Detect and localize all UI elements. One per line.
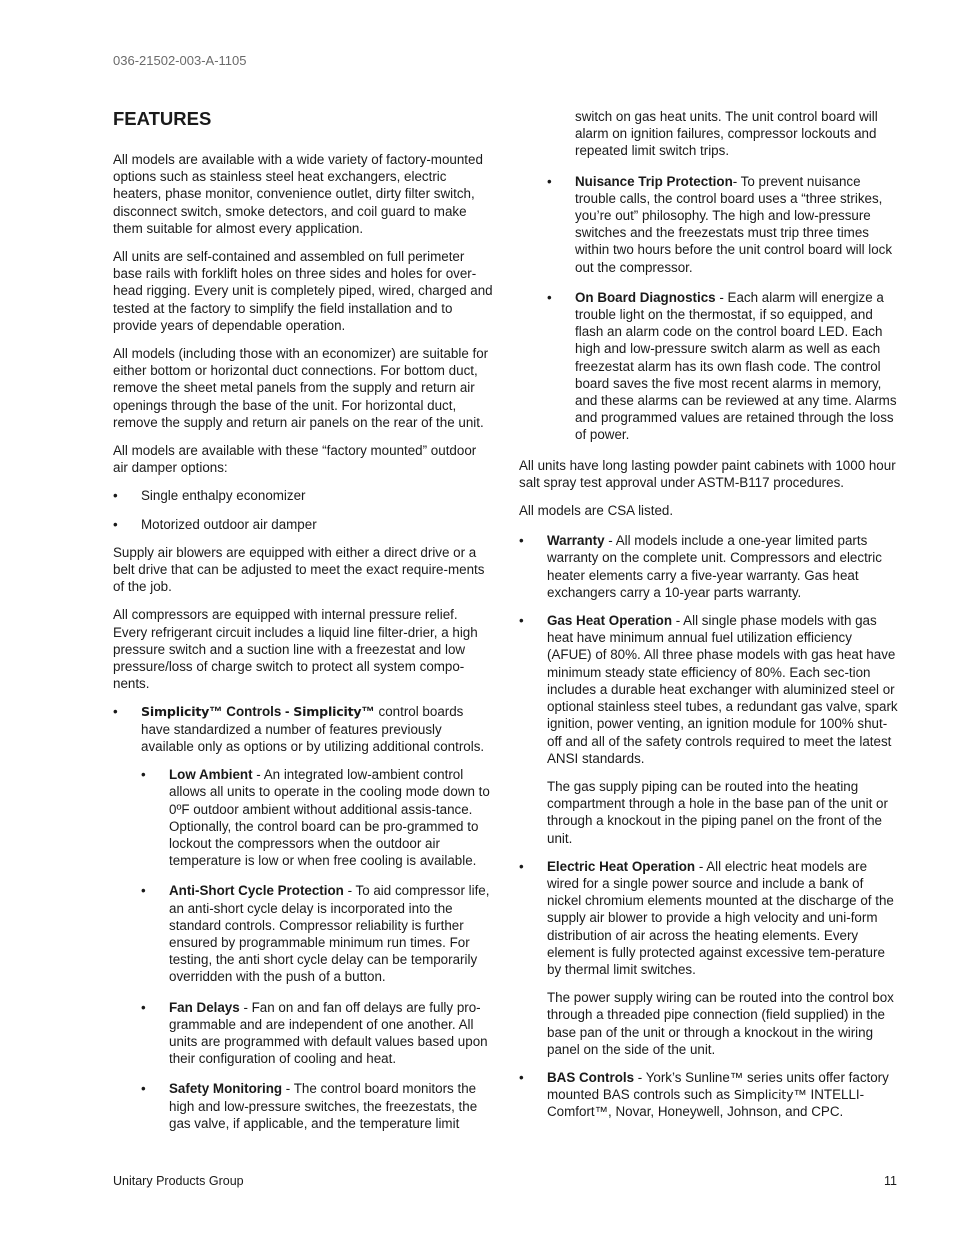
list-item-anti-short-cycle xyxy=(141,882,493,985)
item-title: BAS Controls xyxy=(547,1069,635,1085)
list-item-gas-heat xyxy=(519,612,899,767)
bullet-marker: • xyxy=(113,488,118,504)
bullet-marker: • xyxy=(547,289,552,305)
item-text: - To aid compressor life, an anti-short cycle delay is incorporated into the standard controls. Compressor reliability is further ensured by programmable minimum run times. For testing, the anti short cycle delay can be temporarily overridden with the push of a button. xyxy=(169,883,490,985)
paragraph-duct-connections: All models (including those with an economizer) are suitable for either bottom or horizontal duct connections. For bottom duct, remove the sheet metal panels from the supply and return air openings through the base of the unit. For horizontal duct, remove the supply and return air panels on the rear of the unit. xyxy=(113,346,489,430)
item-title: Anti-Short Cycle Protection xyxy=(169,883,344,899)
paragraph-options: All models are available with a wide variety of factory-mounted options such as stainless steel heat exchangers, electric heaters, phase monitor, convenience outlet, dirty filter switch, disconnect switch, smoke detectors, and coil guard to make them suitable for almost every application. xyxy=(113,152,483,236)
list-item-on-board-diagnostics xyxy=(547,289,899,444)
paragraph-damper-intro: All models are available with these “factory mounted” outdoor air damper options: xyxy=(113,443,477,476)
list-item-bas-controls xyxy=(519,1069,899,1121)
bullet-marker: • xyxy=(519,1069,524,1085)
gas-heat-piping-note xyxy=(519,778,899,847)
paragraph-csa: All models are CSA listed. xyxy=(519,503,674,519)
bullet-marker: • xyxy=(141,883,146,899)
item-title: Gas Heat Operation xyxy=(547,613,673,629)
item-text: - The control board monitors the high and low-pressure switches, the freezestats, the gas valve, if applicable, and the temperature limit xyxy=(169,1081,478,1131)
list-item-low-ambient xyxy=(141,766,493,869)
section-title: FEATURES xyxy=(113,108,212,129)
list-item-electric-heat xyxy=(519,858,899,978)
page-number: 11 xyxy=(884,1174,897,1188)
paragraph-blowers: Supply air blowers are equipped with either a direct drive or a belt drive that can be adjusted to meet the exact require-ments of the job. xyxy=(113,544,485,595)
brand-name: Simplicity xyxy=(141,704,210,720)
item-title: Low Ambient xyxy=(169,767,253,783)
list-item-controls xyxy=(113,703,493,755)
item-title: On Board Diagnostics xyxy=(575,289,716,305)
item-title: Safety Monitoring xyxy=(169,1081,283,1097)
list-item-nuisance-trip xyxy=(547,173,899,276)
trademark-symbol: ™ xyxy=(361,704,375,720)
item-text: - An integrated low-ambient control allows all units to operate in the cooling mode down to 0ºF outdoor ambient without additional assis-tance. Optionally, the control board can be pro-grammed to lockout the compressors when the outdoor air temperature is low or when free cooling is available. xyxy=(169,767,490,869)
left-column xyxy=(113,108,493,1145)
safety-monitoring-continued xyxy=(547,108,899,160)
electric-heat-wiring-note xyxy=(519,989,899,1058)
bullet-marker: • xyxy=(519,533,524,549)
footer-company: Unitary Products Group xyxy=(113,1174,244,1188)
bullet-marker: • xyxy=(519,858,524,874)
item-text: - Each alarm will energize a trouble light on the thermostat, if so equipped, and flash an alarm code on the control board LED. Each high and low-pressure switch alarm as well as each freezestat alarm has its own flash code. The control board saves the five most recent alarms in memory, and these alarms can be reviewed at any time. Alarms and programmed values are retained through the loss of power. xyxy=(575,289,897,443)
document-number: 036-21502-003-A-1105 xyxy=(113,53,247,68)
item-title: Fan Delays xyxy=(169,999,240,1015)
bullet-marker: • xyxy=(519,613,524,629)
list-item-economizer xyxy=(113,487,493,504)
item-title: Electric Heat Operation xyxy=(547,858,696,874)
bullet-marker: • xyxy=(141,999,146,1015)
bullet-marker: • xyxy=(141,1081,146,1097)
list-item-damper xyxy=(113,516,493,533)
paragraph-compressors: All compressors are equipped with internal pressure relief. Every refrigerant circuit includes a liquid line filter-drier, a high pressure switch and a suction line with a freezestat and low pressure/loss of charge switch to protect all system compo-nents. xyxy=(113,607,478,692)
right-column xyxy=(519,108,899,1132)
controls-title: ™ Controls - xyxy=(209,704,294,720)
list-item-text: Motorized outdoor air damper xyxy=(141,516,317,532)
item-text: - All models include a one-year limited parts warranty on the complete unit. Compressors and electric heater elements carry a five-year warranty. Gas heat exchangers carry a 10-year parts warranty. xyxy=(547,533,882,600)
list-item-warranty xyxy=(519,532,899,601)
item-text: - York’s Sunline™ series units offer factory mounted BAS controls such as xyxy=(547,1069,889,1103)
item-text: ™ INTELLI-Comfort™, Novar, Honeywell, Johnson, and CPC. xyxy=(547,1087,865,1120)
item-title: Nuisance Trip Protection xyxy=(575,173,733,189)
paragraph-construction: All units are self-contained and assembled on full perimeter base rails with forklift holes on three sides and holes for over-head rigging. Every unit is completely piped, wired, charged and tested at the factory to simplify the field installation and to provide years of dependable operation. xyxy=(113,249,493,333)
controls-text: control boards have standardized a number of features previously available only as options or by utilizing additional controls. xyxy=(141,704,485,754)
bullet-marker: • xyxy=(547,173,552,189)
item-title: Warranty xyxy=(547,533,605,549)
item-text: - All single phase models with gas heat have minimum annual fuel utilization efficiency (AFUE) of 80%. All three phase models with gas heat have minimum steady state efficiency of 80%. Each sec-tion includes a durable heat exchanger with aluminized steel or optional stainless steel tubes, a redundant gas valve, spark ignition, power venting, an ignition module for 100% shut-off and all of the safety controls required to meet the latest ANSI standards. xyxy=(547,613,898,766)
paragraph-paint: All units have long lasting powder paint cabinets with 1000 hour salt spray test approval under ASTM-B117 procedures. xyxy=(519,457,896,490)
brand-name: Simplicity xyxy=(733,1087,794,1103)
item-text: switch on gas heat units. The unit control board will alarm on ignition failures, compressor lockouts and repeated limit switch trips. xyxy=(575,109,878,159)
list-item-fan-delays xyxy=(141,999,493,1068)
list-item-text: Single enthalpy economizer xyxy=(141,488,306,504)
item-text: The gas supply piping can be routed into the heating compartment through a hole in the base pan of the unit or through a knockout in the piping panel on the front of the unit. xyxy=(547,778,888,846)
item-text: - Fan on and fan off delays are fully pro-grammable and are independent of one another. All units are programmed with default values based upon their configuration of cooling and heat. xyxy=(169,999,488,1067)
item-text: - To prevent nuisance trouble calls, the control board uses a “three strikes, you’re out” philosophy. The high and low-pressure switches and the freezestats must trip three times within two hours before the unit control board will lock out the compressor. xyxy=(575,173,893,275)
bullet-marker: • xyxy=(113,704,118,720)
bullet-marker: • xyxy=(141,767,146,783)
item-text: The power supply wiring can be routed into the control box through a threaded pipe connection (field supplied) in the base pan of the unit or through a knockout in the wiring panel on the side of the unit. xyxy=(547,990,894,1057)
bullet-marker: • xyxy=(113,516,118,532)
list-item-safety-monitoring xyxy=(141,1080,493,1132)
brand-name: Simplicity xyxy=(293,704,362,720)
item-text: - All electric heat models are wired for a single power source and include a bank of nickel chromium elements mounted at the discharge of the supply air blower to provide a high velocity and uni-form distribution of air across the heating elements. Every element is fully protected against excessive tem-perature by thermal limit switches. xyxy=(547,858,894,977)
